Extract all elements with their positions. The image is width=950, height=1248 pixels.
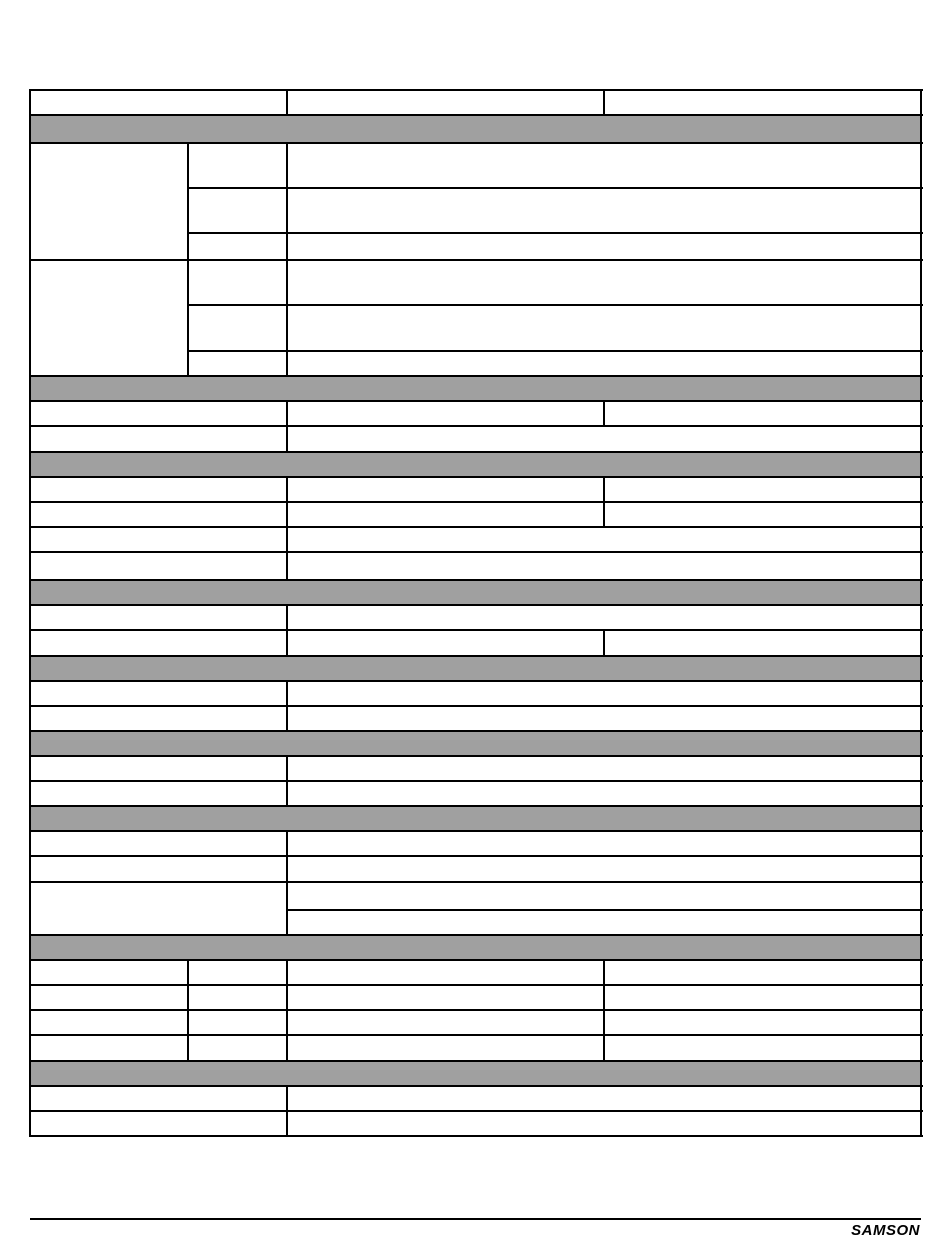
table-rule	[286, 476, 288, 581]
table-rule	[30, 959, 923, 961]
table-rule	[30, 1135, 923, 1137]
samson-logo: SAMSON	[851, 1222, 920, 1239]
table-rule	[30, 780, 923, 782]
table-rule	[30, 830, 923, 832]
table-rule	[30, 1009, 923, 1011]
section-header-band	[30, 935, 921, 960]
table-rule	[187, 142, 189, 377]
table-rule	[286, 959, 288, 1062]
table-rule	[30, 400, 923, 402]
section-header-band	[30, 656, 921, 681]
table-rule	[286, 89, 288, 116]
table-rule	[286, 604, 288, 657]
table-rule	[188, 232, 923, 234]
section-header-band	[30, 731, 921, 756]
table-rule	[920, 89, 922, 1137]
table-rule	[286, 1085, 288, 1137]
table-rule	[30, 934, 923, 936]
table-rule	[286, 680, 288, 732]
table-rule	[30, 655, 923, 657]
table-rule	[30, 984, 923, 986]
table-rule	[603, 400, 605, 427]
section-header-band	[30, 580, 921, 605]
table-rule	[187, 959, 189, 1062]
table-rule	[603, 629, 605, 657]
section-header-band	[30, 376, 921, 401]
table-rule	[30, 680, 923, 682]
table-rule	[30, 114, 923, 116]
table-rule	[30, 881, 923, 883]
section-header-band	[30, 115, 921, 143]
table-rule	[286, 755, 288, 807]
table-rule	[603, 959, 605, 1062]
table-rule	[603, 476, 605, 528]
table-rule	[188, 350, 923, 352]
table-rule	[30, 526, 923, 528]
table-rule	[286, 142, 288, 377]
table-rule	[30, 579, 923, 581]
table-rule	[30, 855, 923, 857]
table-rule	[29, 89, 31, 1137]
table-rule	[30, 375, 923, 377]
table-rule	[287, 909, 923, 911]
table-rule	[286, 830, 288, 936]
table-rule	[30, 805, 923, 807]
table-rule	[603, 89, 605, 116]
table-rule	[30, 629, 923, 631]
table-rule	[30, 1034, 923, 1036]
table-rule	[30, 451, 923, 453]
footer-rule	[30, 1218, 921, 1220]
section-header-band	[30, 806, 921, 831]
table-rule	[30, 705, 923, 707]
table-rule	[30, 1110, 923, 1112]
section-header-band	[30, 452, 921, 477]
table-rule	[30, 1060, 923, 1062]
table-rule	[30, 1085, 923, 1087]
table-rule	[30, 730, 923, 732]
table-rule	[30, 259, 923, 261]
table-rule	[188, 187, 923, 189]
table-rule	[30, 476, 923, 478]
table-rule	[286, 400, 288, 453]
table-rule	[30, 501, 923, 503]
section-header-band	[30, 1061, 921, 1086]
table-rule	[30, 89, 923, 91]
table-rule	[30, 425, 923, 427]
table-rule	[30, 551, 923, 553]
table-rule	[30, 755, 923, 757]
table-rule	[30, 604, 923, 606]
table-rule	[30, 142, 923, 144]
table-rule	[188, 304, 923, 306]
